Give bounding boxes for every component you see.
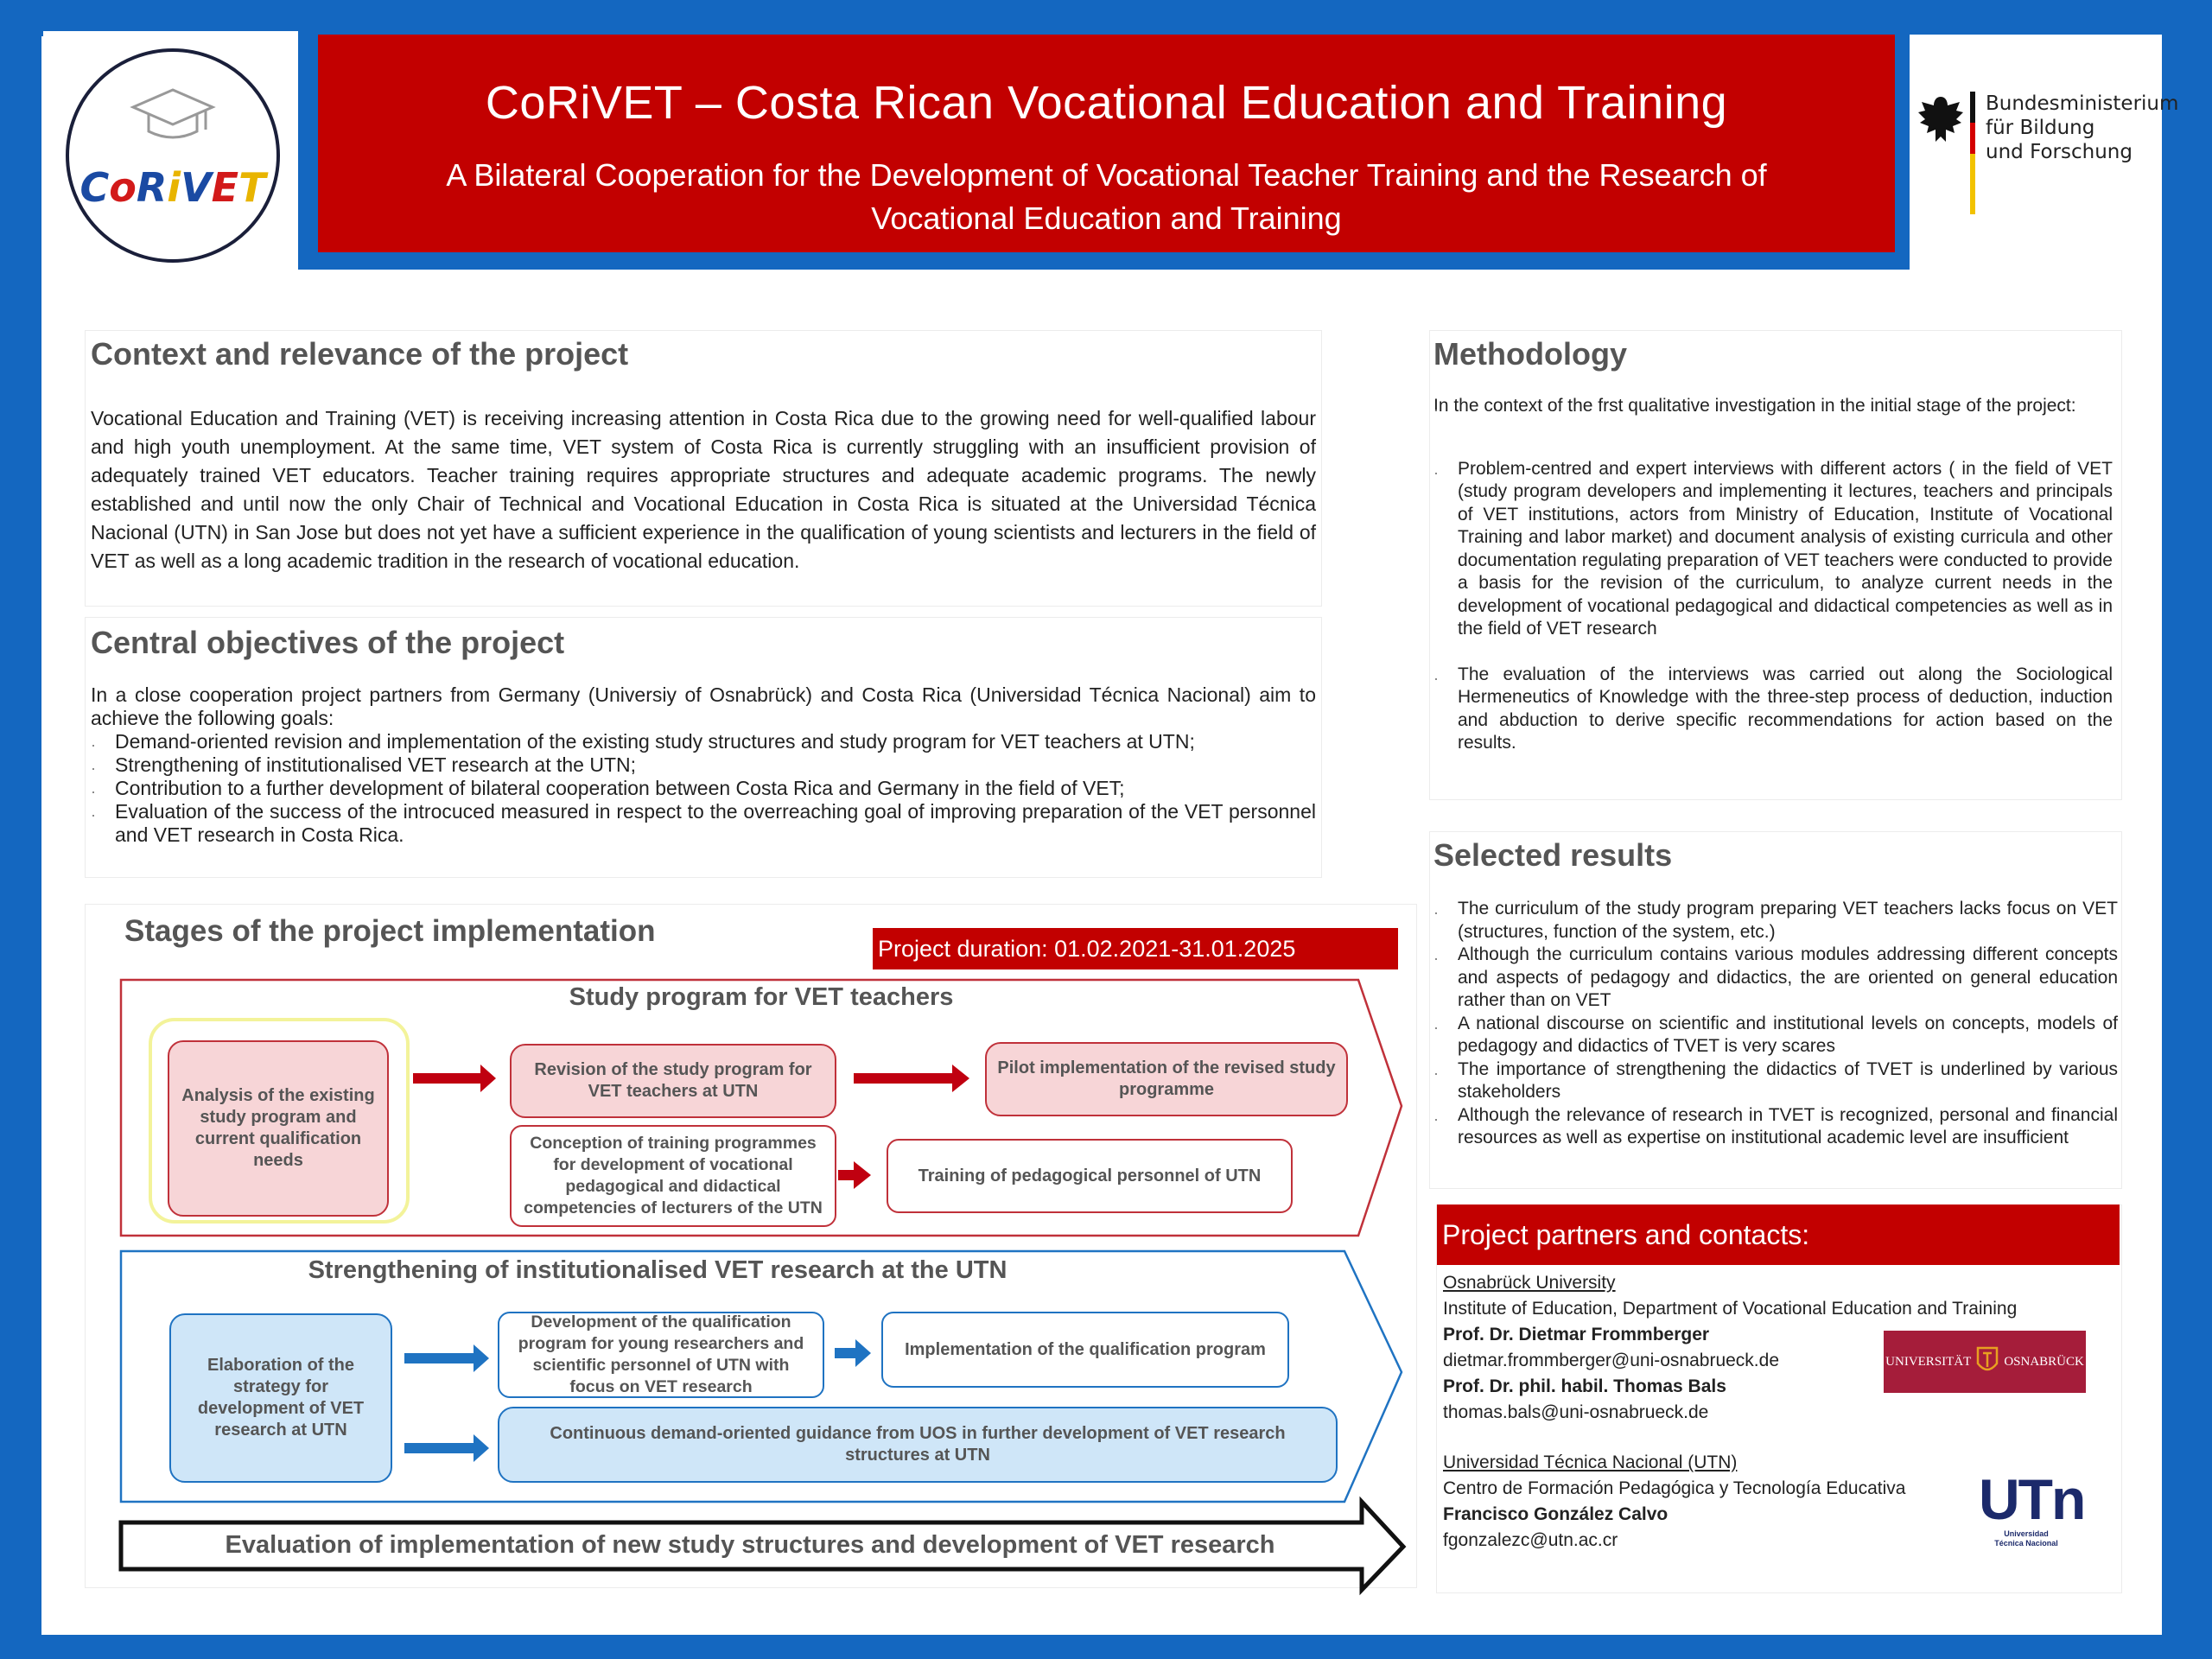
methodology-intro [1433, 395, 2113, 418]
methodology-body [1433, 395, 2113, 755]
utn-contact [1443, 1450, 1905, 1554]
poster-subtitle: A Bilateral Cooperation for the Development of Vocational Teacher Training and the Research of Vocational Education and Training [446, 157, 1767, 236]
objective-item: · Evaluation of the success of the introcuced measured in respect to the overreaching goal of improving preparation of the VET personnel and VET research in Costa Rica. [91, 800, 1316, 847]
osnabrueck-name: Osnabrück University [1443, 1273, 1616, 1293]
development-box: Development of the qualification program for young researchers and scientific personnel of UTN with focus on VET research [498, 1312, 824, 1398]
contact-email[interactable]: fgonzalezc@utn.ac.cr [1443, 1530, 1618, 1550]
pilot-box: Pilot implementation of the revised study programme [985, 1042, 1348, 1116]
arrow-icon [835, 1339, 871, 1367]
result-item: · A national discourse on scientific and institutional levels on concepts, models of pedagogy and didactics of TVET is very scares [1433, 1013, 2118, 1058]
guidance-box: Continuous demand-oriented guidance from UOS in further development of VET research structures at UTN [498, 1407, 1338, 1483]
methodology-item: · Problem-centred and expert interviews with different actors ( in the field of VET (study program developers and implementing it lectures, teachers and principals of VET institutions, actors from Ministry of Education, Institute of Vocational Training and labor market) and document analysis of existing curricula and other documentation regulating preparation of VET teachers were conducted to provide a basis for the revision of the curriculum, to analyze current needs in the development of vocational pedagogical and didactical competencies as well as in the field of VET research [1433, 458, 2113, 641]
utn-department: Centro de Formación Pedagógica y Tecnología Educativa [1443, 1478, 1906, 1498]
results-list [1433, 898, 2118, 1150]
osnabrueck-logo-right: OSNABRÜCK [2004, 1354, 2084, 1369]
poster-title: CoRiVET – Costa Rican Vocational Education and Training [485, 77, 1728, 129]
study-program-title: Study program for VET teachers [569, 983, 954, 1011]
revision-box: Revision of the study program for VET teachers at UTN [510, 1044, 836, 1118]
bmbf-line-3: und Forschung [1986, 141, 2133, 163]
analysis-box: Analysis of the existing study program and current qualification needs [168, 1040, 389, 1217]
methodology-title: Methodology [1433, 336, 1627, 372]
osnabrueck-logo [1884, 1331, 2086, 1393]
contact-person: Prof. Dr. Dietmar Frommberger [1443, 1325, 1710, 1344]
arrow-icon [404, 1434, 489, 1462]
research-title: Strengthening of institutionalised VET research at the UTN [308, 1256, 1007, 1284]
bmbf-line-2: für Bildung [1986, 117, 2095, 139]
result-item: · Although the curriculum contains various modules addressing different concepts and aspects of pedagogy and didactics, the are oriented on general education rather than on VET [1433, 944, 2118, 1013]
stages-title: Stages of the project implementation [124, 914, 656, 948]
objectives-intro: In a close cooperation project partners from Germany (Universiy of Osnabrück) and Costa Rica (Universidad Técnica Nacional) aim to achieve the following goals: [91, 683, 1316, 729]
utn-logo [1979, 1469, 2100, 1564]
utn-logo-sub [1979, 1529, 2074, 1548]
evaluation-text: Evaluation of implementation of new study structures and development of VET research [225, 1531, 1275, 1559]
contact-email[interactable]: dietmar.frommberger@uni-osnabrueck.de [1443, 1351, 1779, 1370]
arrow-icon [404, 1344, 489, 1372]
methodology-intro-text: In the context of the frst qualitative investigation in the initial stage of the project: [1433, 396, 2076, 416]
result-item: · The curriculum of the study program preparing VET teachers lacks focus on VET (structures, function of the system, etc.) [1433, 898, 2118, 944]
methodology-item: · The evaluation of the interviews was carried out along the Sociological Hermeneutics of Knowledge with the three-step process of deduction, induction and abduction to derive specific recommendations for action based on the results. [1433, 664, 2113, 755]
arrow-icon [838, 1161, 871, 1189]
elaboration-box: Elaboration of the strategy for development of VET research at UTN [169, 1313, 392, 1483]
bmbf-line-1: Bundesministerium [1986, 92, 2179, 115]
results-section [1429, 831, 2122, 1189]
context-text: Vocational Education and Training (VET) is receiving increasing attention in Costa Rica due to the growing need for well-qualified labour and high youth unemployment. At the same time, VET system of Costa Rica is currently struggling with an insufficient provision of adequately trained VET educators. Teacher training requires appropriate structures and adequate academic programs. The newly established and until now the only Chair of Technical and Vocational Education in Costa Rica is situated at the Universidad Técnica Nacional (UTN) in San Jose but does not yet have a sufficient experience in the qualification of young scientists and lecturers in the field of VET as well as a long academic tradition in the research of vocational education. [91, 407, 1316, 572]
results-title: Selected results [1433, 837, 1673, 873]
project-duration: Project duration: 01.02.2021-31.01.2025 [873, 928, 1398, 969]
contact-person: Francisco González Calvo [1443, 1504, 1669, 1524]
context-title: Context and relevance of the project [91, 336, 629, 372]
arrow-icon [413, 1065, 496, 1092]
osnabrueck-logo-left: UNIVERSITÄT [1885, 1354, 1972, 1369]
training-box: Training of pedagogical personnel of UTN [887, 1139, 1293, 1213]
implementation-box: Implementation of the qualification program [881, 1312, 1289, 1388]
corivet-logo-text: CoRiVET [79, 164, 266, 211]
objective-item: · Demand-oriented revision and implementation of the existing study structures and study program for VET teachers at UTN; [91, 730, 1316, 753]
methodology-section [1429, 330, 2122, 800]
objectives-title: Central objectives of the project [91, 625, 565, 660]
objective-item: · Strengthening of institutionalised VET research at the UTN; [91, 753, 1316, 777]
osnabrueck-department: Institute of Education, Department of Vocational Education and Training [1443, 1299, 2018, 1319]
utn-logo-text: UTn [1979, 1467, 2085, 1531]
contact-person: Prof. Dr. phil. habil. Thomas Bals [1443, 1376, 1726, 1396]
objective-item: · Contribution to a further development of bilateral cooperation between Costa Rica and Germany in the field of VET; [91, 777, 1316, 800]
result-item: · The importance of strengthening the didactics of TVET is underlined by various stakeholders [1433, 1058, 2118, 1104]
utn-name: Universidad Técnica Nacional (UTN) [1443, 1452, 1738, 1472]
result-item: · Although the relevance of research in TVET is recognized, personal and financial resources as well as expertise on institutional academic level are insufficient [1433, 1104, 2118, 1150]
arrow-icon [854, 1065, 969, 1092]
osnabrueck-emblem-icon [1974, 1344, 2000, 1379]
conception-box: Conception of training programmes for development of vocational pedagogical and didactical competencies of lecturers of the UTN [510, 1125, 836, 1227]
contact-email[interactable]: thomas.bals@uni-osnabrueck.de [1443, 1402, 1709, 1422]
utn-logo-sub-1: Universidad [2004, 1529, 2049, 1538]
utn-logo-sub-2: Técnica Nacional [1994, 1539, 2058, 1548]
partners-title: Project partners and contacts: [1437, 1205, 2120, 1265]
